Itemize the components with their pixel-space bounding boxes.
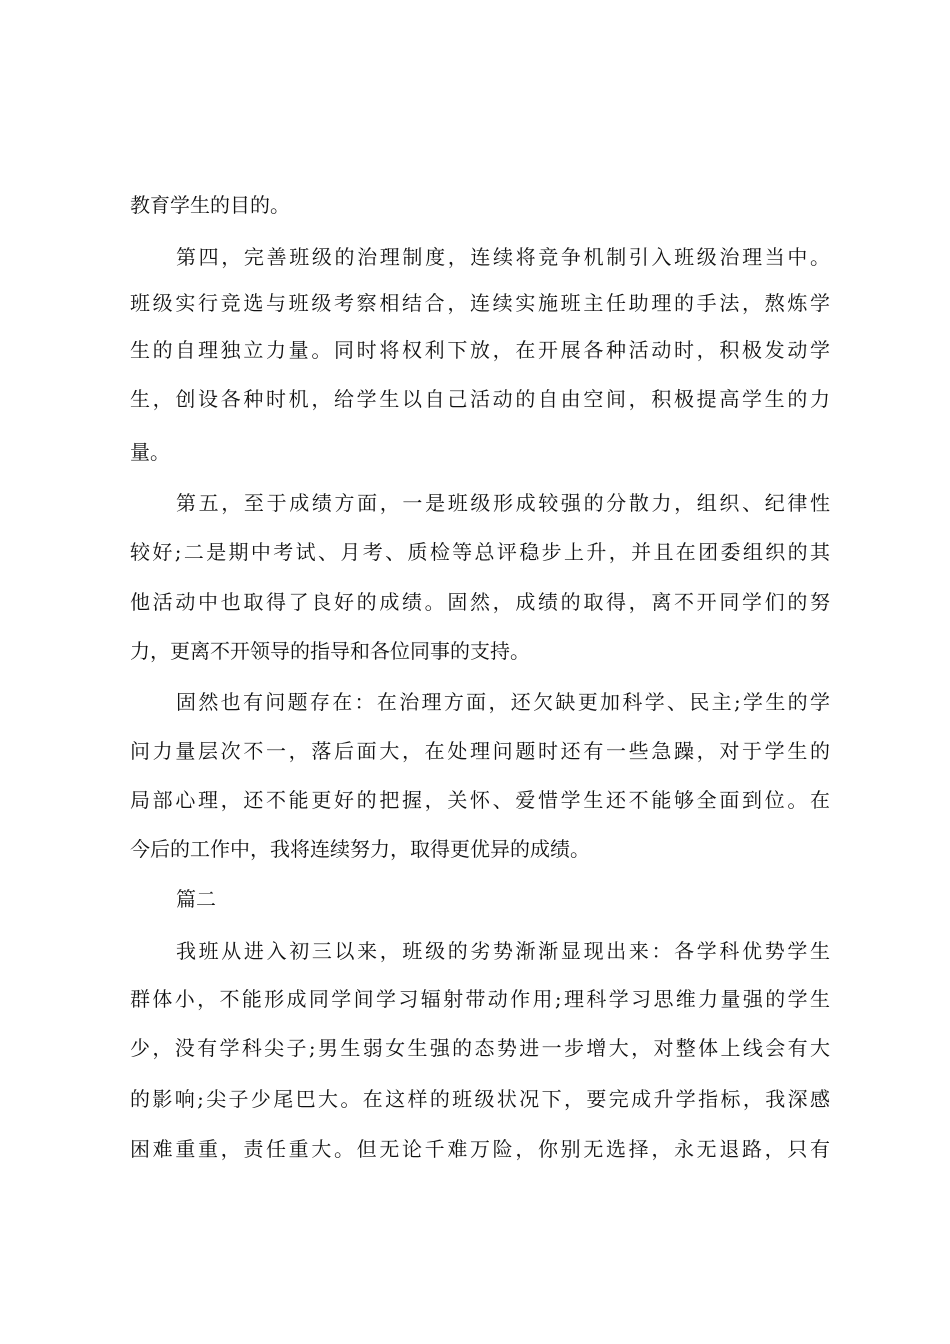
text-line: 生的自理独立力量。同时将权利下放，在开展各种活动时，积极发动学 <box>130 338 830 362</box>
text-line: 生，创设各种时机，给学生以自己活动的自由空间，积极提高学生的力 <box>130 387 830 411</box>
text-line: 问力量层次不一，落后面大，在处理问题时还有一些急躁，对于学生的 <box>130 739 830 763</box>
text-line: 量。 <box>130 440 170 464</box>
section-heading: 篇二 <box>176 887 216 911</box>
text-line: 局部心理，还不能更好的把握，关怀、爱惜学生还不能够全面到位。在 <box>130 788 830 812</box>
text-line: 的影响;尖子少尾巴大。在这样的班级状况下，要完成升学指标，我深感 <box>130 1087 830 1111</box>
paragraph-first-line: 第四，完善班级的治理制度，连续将竞争机制引入班级治理当中。 <box>176 245 830 269</box>
text-line: 较好;二是期中考试、月考、质检等总评稳步上升，并且在团委组织的其 <box>130 540 830 564</box>
paragraph-first-line: 固然也有问题存在：在治理方面，还欠缺更加科学、民主;学生的学 <box>176 690 830 714</box>
text-line: 群体小，不能形成同学间学习辐射带动作用;理科学习思维力量强的学生 <box>130 987 830 1011</box>
text-line: 今后的工作中，我将连续努力，取得更优异的成绩。 <box>130 837 590 861</box>
text-line: 班级实行竞选与班级考察相结合，连续实施班主任助理的手法，熬炼学 <box>130 291 830 315</box>
text-line: 教育学生的目的。 <box>130 193 290 217</box>
text-line: 力，更离不开领导的指导和各位同事的支持。 <box>130 639 530 663</box>
text-line: 困难重重，责任重大。但无论千难万险，你别无选择，永无退路，只有 <box>130 1137 830 1161</box>
paragraph-first-line: 我班从进入初三以来，班级的劣势渐渐显现出来：各学科优势学生 <box>176 939 830 963</box>
text-line: 少，没有学科尖子;男生弱女生强的态势进一步增大，对整体上线会有大 <box>130 1036 830 1060</box>
paragraph-first-line: 第五，至于成绩方面，一是班级形成较强的分散力，组织、纪律性 <box>176 491 830 515</box>
text-line: 他活动中也取得了良好的成绩。固然，成绩的取得，离不开同学们的努 <box>130 590 830 614</box>
